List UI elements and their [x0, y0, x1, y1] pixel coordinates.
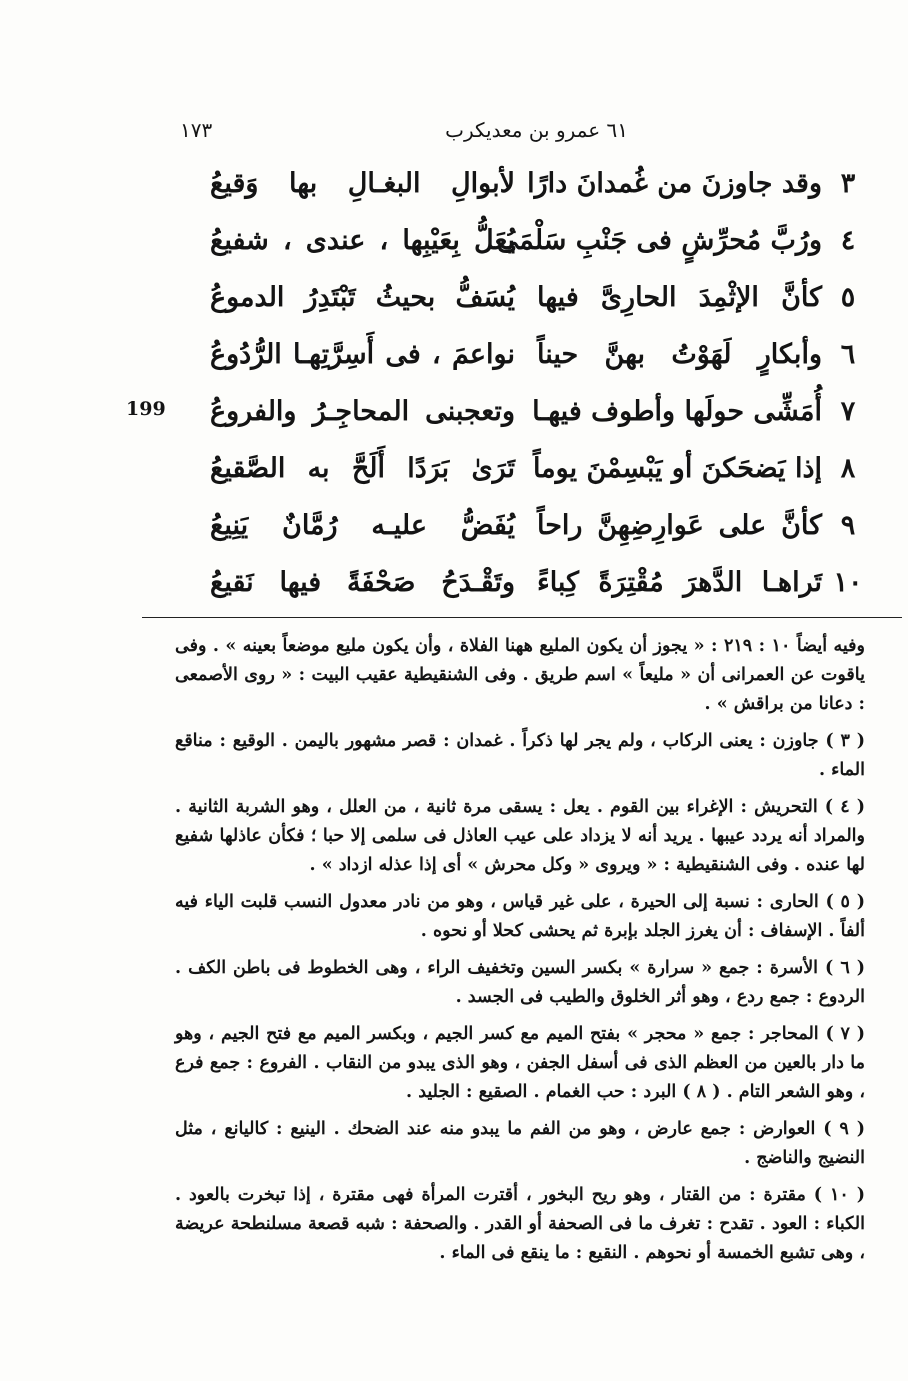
- verse-number: ٥: [840, 282, 856, 313]
- page-number: ١٧٣: [180, 118, 213, 142]
- verse-first-hemistich: ورُبَّ مُحرِّشٍ فى جَنْبِ سَلْمَى: [496, 225, 822, 256]
- verse-first-hemistich: كأنَّ على عَوارِضِهِنَّ راحاً: [537, 510, 822, 541]
- verse-line: [180, 443, 870, 495]
- verse-number: ٧: [840, 396, 856, 427]
- footnote: ( ٣ ) جاوزن : يعنى الركاب ، ولم يجر لها ذكراً . غمدان : قصر مشهور باليمن . الوقيع : مناقع الماء .: [175, 731, 865, 780]
- verse-second-hemistich: يُعَلُّ بِعَيْبِها ، عندى ، شفيعُ: [210, 225, 515, 256]
- verse-second-hemistich: وتعجبنى المحاجِـرُ والفروعُ: [210, 396, 515, 427]
- verse-second-hemistich: وتَقْـدَحُ صَحْفَةً فيها نَقيعُ: [210, 567, 515, 598]
- verse-number: ١٠: [833, 567, 863, 598]
- verse-line: [180, 500, 870, 552]
- footnote: ( ٩ ) العوارض : جمع عارض ، وهو من الفم ما يبدو منه عند الضحك . الينيع : كاليانع ، مثل النضيج والناضج .: [175, 1119, 866, 1168]
- verse-number: ٦: [840, 339, 856, 370]
- verse-second-hemistich: لأبوالِ البغـالِ بها وَقيعُ: [210, 168, 515, 199]
- verse-first-hemistich: تَراهـا الدَّهرَ مُقْتِرَةً كِباءً: [537, 567, 822, 598]
- verse-line: [180, 557, 870, 609]
- verse-second-hemistich: تَرَىٰ بَرَدًا أَلَحَّ به الصَّقيعُ: [210, 453, 515, 484]
- footnote: ( ٧ ) المحاجر : جمع « محجر » بفتح الميم مع كسر الجيم ، وبكسر الميم مع فتح الجيم ، وهو ما دار بالعين من العظم الذى فى أسفل الجفن ، وهو الذى يبدو من النقاب . الفروع : جمع فرع ، وهو الشعر التام . ( ٨ ) البرد : حب الغمام . الصقيع : الجليد .: [175, 1024, 865, 1102]
- footnote-divider: [142, 617, 902, 618]
- verse-first-hemistich: وقد جاوزنَ من غُمدانَ دارًا: [527, 168, 822, 199]
- verse-second-hemistich: نواعمَ ، فى أَسِرَّتِهـا الرُّدُوعُ: [210, 339, 515, 370]
- verse-number: ٩: [840, 510, 856, 541]
- verse-first-hemistich: كأنَّ الإثْمِدَ الحارِىَّ فيها: [537, 282, 822, 313]
- verse-line: [180, 272, 870, 324]
- verse-second-hemistich: يُفَضُّ عليـه رُمَّانٌ يَنِيعُ: [210, 510, 515, 541]
- footnote: ( ٥ ) الحارى : نسبة إلى الحيرة ، على غير قياس ، وهو من نادر معدول النسب قلبت الياء فيه ألفاً . الإسفاف : أن يغرز الجلد بإبرة ثم يحشى كحلا أو نحوه .: [175, 892, 865, 941]
- margin-page-reference: 199: [126, 398, 166, 420]
- verse-line: [180, 215, 870, 267]
- footnotes: [175, 632, 865, 1276]
- verse-number: ٣: [840, 168, 856, 199]
- verse-number: ٨: [840, 453, 856, 484]
- verse-first-hemistich: أُمَشِّى حولَها وأطوف فيهـا: [532, 396, 822, 427]
- verse-line: [180, 386, 870, 438]
- running-title: ٦١ عمرو بن معديكرب: [445, 118, 628, 142]
- page-header: [180, 118, 840, 154]
- verse-line: [180, 329, 870, 381]
- verse-line: [180, 158, 870, 210]
- footnote: ( ١٠ ) مقترة : من القتار ، وهو ريح البخور ، أقترت المرأة فهى مقترة ، إذا تبخرت بالعود . الكباء : العود . تقدح : تغرف ما فى الصحفة أو القدر . والصحفة : شبه قصعة مسلنطحة عريضة ، وهى تشبع الخمسة أو نحوهم . النقيع : ما ينقع فى الماء .: [175, 1185, 866, 1263]
- verse-second-hemistich: يُسَفُّ بحيثُ تَبْتَدِرُ الدموعُ: [210, 282, 515, 313]
- footnote: ( ٦ ) الأسرة : جمع « سرارة » بكسر السين وتخفيف الراء ، وهى الخطوط فى باطن الكف . الردوع : جمع ردع ، وهو أثر الخلوق والطيب فى الجسد .: [175, 958, 865, 1007]
- verse-number: ٤: [840, 225, 856, 256]
- verse-first-hemistich: إذا يَضحَكنَ أو يَبْسِمْنَ يوماً: [532, 453, 822, 484]
- footnote: وفيه أيضاً ١٠ : ٢١٩ : « يجوز أن يكون المليع ههنا الفلاة ، وأن يكون مليع موضعاً بعينه » . وفى ياقوت عن العمرانى أن « مليعاً » اسم طريق . وفى الشنقيطية عقيب البيت : « روى الأصمعى : دعانا من براقش » .: [175, 636, 865, 714]
- verse-first-hemistich: وأبكارٍ لَهَوْتُ بهنَّ حيناً: [537, 339, 822, 370]
- footnote: ( ٤ ) التحريش : الإغراء بين القوم . يعل : يسقى مرة ثانية ، من العلل ، وهو الشربة الثانية . والمراد أنه يردد عيبها . يريد أنه لا يزداد على عيب العاذل فى سلمى إلا حبا ؛ فكأن عاذلها شفيع لها عنده . وفى الشنقيطية : « ويروى « وكل محرش » أى إذا عذله ازداد » .: [175, 797, 865, 875]
